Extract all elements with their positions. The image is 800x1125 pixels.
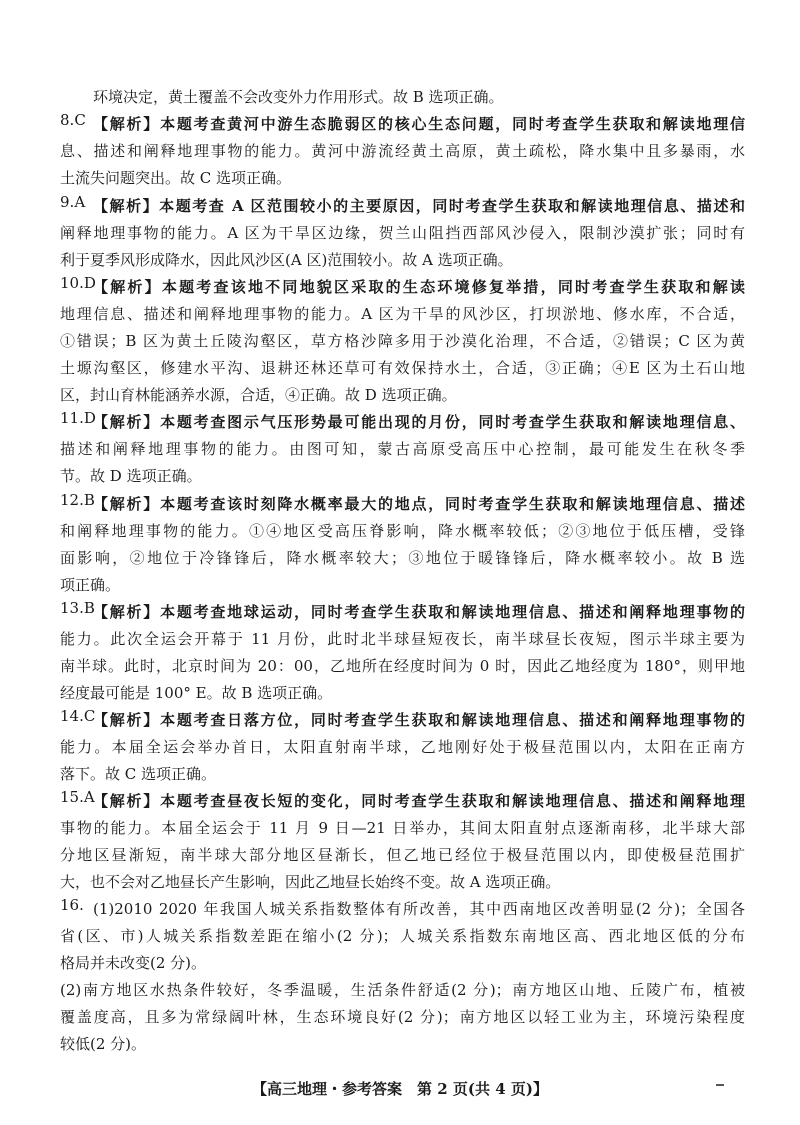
text-line: 土塬沟壑区，修建水平沟、退耕还林还草可有效保持水土，合适，③正确；④E 区为土石山地 — [60, 359, 745, 377]
text-line: 事物的能力。本届全运会于 11 月 9 日—21 日举办，其间太阳直射点逐渐南移，北半球大部 — [60, 819, 745, 837]
text-line: 落下。故 C 选项正确。 — [60, 765, 217, 783]
text-line: 本题考查黄河中游生态脆弱区的核心生态问题，同时考查学生获取和解读地理信 — [160, 115, 745, 133]
text-line: 能力。本届全运会举办首日，太阳直射南半球，乙地刚好处于极昼范围以内，太阳在正南方 — [60, 738, 745, 756]
item-number: 12.B — [60, 491, 95, 509]
text-line: 项正确。 — [60, 576, 121, 594]
text-line: 节。故 D 选项正确。 — [60, 467, 202, 485]
text-line: 本题考查该地不同地貌区采取的生态环境修复举措，同时考查学生获取和解读 — [161, 278, 745, 296]
text-line: 能力。此次全运会开幕于 11 月份，此时北半球昼短夜长，南半球昼长夜短，图示半球主要为 — [60, 630, 745, 648]
text-line: 本题考查图示气压形势最可能出现的月份，同时考查学生获取和解读地理信息、 — [160, 413, 745, 431]
intro-paragraph — [93, 84, 740, 111]
text-line: 本题考查昼夜长短的变化，同时考查学生获取和解读地理信息、描述和阐释地理 — [160, 792, 745, 810]
analysis-tag: 【解析】 — [93, 711, 161, 729]
text-line: 本题考查该时刻降水概率最大的地点，同时考查学生获取和解读地理信息、描述 — [160, 495, 745, 513]
text-line: 大，也不会对乙地昼长产生影响，因此乙地昼长始终不变。故 A 选项正确。 — [60, 873, 561, 891]
analysis-tag: 【解析】 — [93, 792, 161, 810]
scan-mark — [716, 1084, 724, 1086]
analysis-tag: 【解析】 — [93, 115, 161, 133]
analysis-tag: 【解析】 — [93, 278, 162, 296]
text-line: 面影响，②地位于冷锋锋后，降水概率较大；③地位于暖锋锋后，降水概率较小。故 B 选 — [60, 549, 745, 567]
analysis-tag: 【解析】 — [93, 413, 161, 431]
text-line: ①错误；B 区为黄土丘陵沟壑区，草方格沙障多用于沙漠化治理，不合适，②错误；C 区为黄 — [60, 332, 745, 350]
analysis-tag: 【解析】 — [93, 197, 160, 215]
item-number: 10.D — [60, 274, 96, 292]
text-line: 格局并未改变(2 分)。 — [60, 954, 207, 972]
text-line: 本题考查日落方位，同时考查学生获取和解读地理信息、描述和阐释地理事物的 — [160, 711, 745, 729]
text-line: 覆盖度高，且多为常绿阔叶林，生态环境良好(2 分)；南方地区以轻工业为主，环境污染程度 — [60, 1008, 745, 1026]
text-line: 本题考查地球运动，同时考查学生获取和解读地理信息、描述和阐释地理事物的 — [160, 603, 745, 621]
analysis-tag: 【解析】 — [93, 495, 161, 513]
text-line: 土流失问题突出。故 C 选项正确。 — [60, 169, 292, 187]
page-footer: 【高三地理・参考答案 第 2 页(共 4 页)】 — [252, 1080, 548, 1098]
item-number: 11.D — [60, 409, 96, 427]
text-line: 地理信息、描述和阐释地理事物的能力。A 区为干旱的风沙区，打坝淤地、修水库，不合适， — [60, 305, 745, 323]
text-line: (2)南方地区水热条件较好，冬季温暖，生活条件舒适(2 分)；南方地区山地、丘陵广布，植被 — [60, 981, 745, 999]
item-number: 14.C — [60, 707, 96, 725]
text-line: 阐释地理事物的能力。A 区为干旱区边缘，贺兰山阻挡西部风沙侵入，限制沙漠扩张；同时有 — [60, 224, 745, 242]
text-line: 较低(2 分)。 — [60, 1035, 147, 1053]
text-line: 息、描述和阐释地理事物的能力。黄河中游流经黄土高原，黄土疏松，降水集中且多暴雨，水 — [60, 142, 745, 160]
text-line: 分地区昼渐短，南半球大部分地区昼渐长，但乙地已经位于极昼范围以内，即使极昼范围扩 — [60, 846, 745, 864]
text-line: (1)2010 2020 年我国人城关系指数整体有所改善，其中西南地区改善明显(2 分)；全国各 — [93, 900, 745, 918]
text-line: 利于夏季风形成降水，因此风沙区(A 区)范围较小。故 A 选项正确。 — [60, 251, 513, 269]
text-line: 本题考查 A 区范围较小的主要原因，同时考查学生获取和解读地理信息、描述和 — [159, 197, 745, 215]
item-number: 16. — [60, 896, 84, 914]
text-line: 区，封山育林能涵养水源，合适，④正确。故 D 选项正确。 — [60, 386, 457, 404]
text-line: 经度最可能是 100° E。故 B 选项正确。 — [60, 684, 333, 702]
text-line: 描述和阐释地理事物的能力。由图可知，蒙古高原受高压中心控制，最可能发生在秋冬季 — [60, 440, 745, 458]
text-line: 南半球。此时，北京时间为 20：00，乙地所在经度时间为 0 时，因此乙地经度为 180°，则甲地 — [60, 657, 745, 675]
analysis-tag: 【解析】 — [93, 603, 161, 621]
text-line: 省(区、市)人城关系指数差距在缩小(2 分)；人城关系指数东南地区高、西北地区低的分布 — [60, 927, 745, 945]
text-line: 环境决定，黄土覆盖不会改变外力作用形式。故 B 选项正确。 — [93, 88, 504, 106]
text-line: 和阐释地理事物的能力。①④地区受高压脊影响，降水概率较低；②③地位于低压槽，受锋 — [60, 522, 745, 540]
item-number: 15.A — [60, 788, 95, 806]
item-number: 13.B — [60, 599, 95, 617]
item-number: 9.A — [60, 193, 86, 211]
item-number: 8.C — [60, 111, 86, 129]
